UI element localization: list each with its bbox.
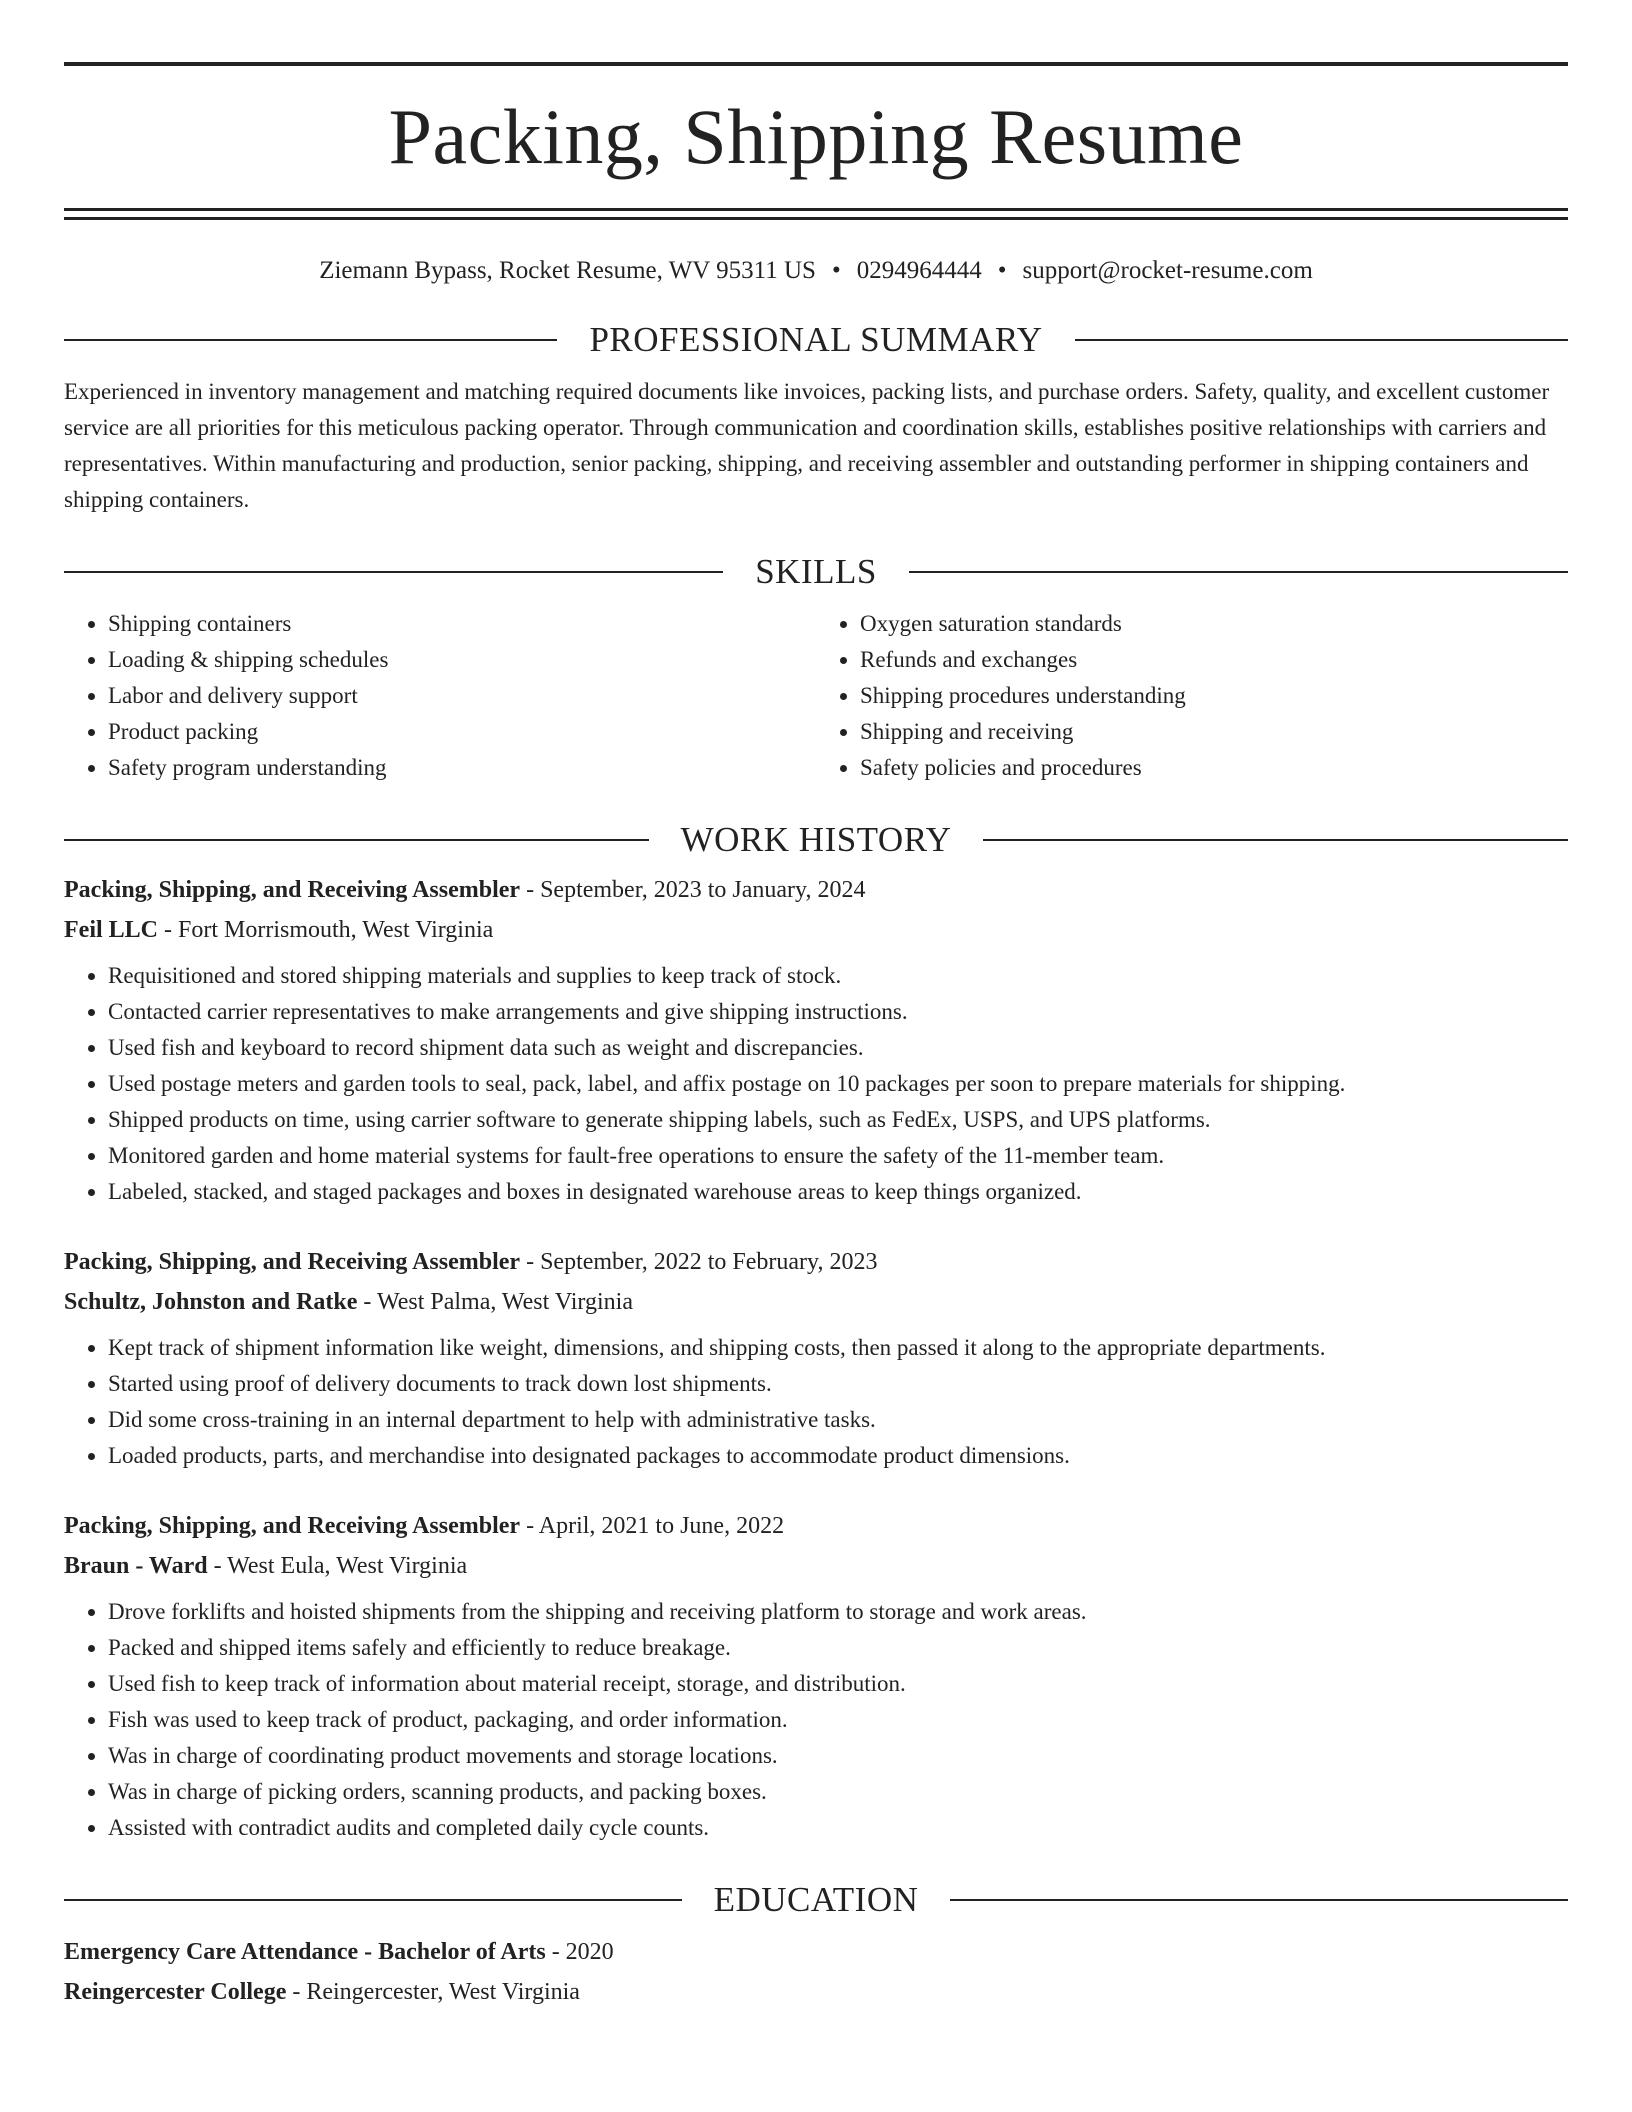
education-location: - Reingercester, West Virginia [286, 1979, 580, 2005]
skill-item: • Refunds and exchanges [860, 642, 1568, 678]
skills-list [64, 606, 1568, 786]
skills-column-right [816, 606, 1568, 786]
heading-rule [64, 571, 723, 573]
heading-rule [64, 839, 649, 841]
job-location: - West Eula, West Virginia [207, 1553, 468, 1579]
job-company: Feil LLC [64, 917, 158, 943]
job-title-line [64, 1506, 1568, 1546]
heading-rule [983, 839, 1568, 841]
job-company-line [64, 1546, 1568, 1586]
education-entry [64, 1932, 1568, 2012]
job-bullet: • Packed and shipped items safely and efficiently to reduce breakage. [108, 1630, 1568, 1666]
summary-heading [64, 320, 1568, 360]
job-dates: - September, 2022 to February, 2023 [520, 1249, 878, 1275]
education-heading [64, 1880, 1568, 1920]
skills-heading-label: SKILLS [755, 552, 877, 591]
skills-column-left [64, 606, 816, 786]
contact-email: support@rocket-resume.com [1022, 257, 1313, 284]
job-entry [64, 870, 1568, 1210]
job-bullet: • Used fish to keep track of information about material receipt, storage, and distribution. [108, 1666, 1568, 1702]
skill-item: • Shipping and receiving [860, 714, 1568, 750]
contact-line [64, 256, 1568, 286]
job-company-line [64, 910, 1568, 950]
skills-heading [64, 552, 1568, 592]
title-double-rule [64, 208, 1568, 220]
heading-rule [1075, 339, 1568, 341]
job-bullets [64, 958, 1568, 1210]
education-school-line [64, 1972, 1568, 2012]
job-bullet: • Started using proof of delivery documents to track down lost shipments. [108, 1366, 1568, 1402]
job-location: - West Palma, West Virginia [357, 1289, 633, 1315]
job-bullet: • Kept track of shipment information like weight, dimensions, and shipping costs, then passed it along to the appropriate departments. [108, 1330, 1568, 1366]
job-company: Braun - Ward [64, 1553, 208, 1579]
job-bullet: • Used postage meters and garden tools to seal, pack, label, and affix postage on 10 packages per soon to prepare materials for shipping. [108, 1066, 1568, 1102]
job-title: Packing, Shipping, and Receiving Assembler [64, 877, 521, 903]
job-entry [64, 1242, 1568, 1474]
job-title: Packing, Shipping, and Receiving Assembler [64, 1513, 521, 1539]
education-degree: Emergency Care Attendance - Bachelor of Arts [64, 1939, 546, 1965]
summary-text: Experienced in inventory management and matching required documents like invoices, packing lists, and purchase orders. Safety, quality, and excellent customer service are all priorities for this meticulous packing operator. Through communication and coordination skills, establishes positive relationships with carriers and representatives. Within manufacturing and production, senior packing, shipping, and receiving assembler and outstanding performer in shipping containers and shipping containers. [64, 379, 1550, 512]
job-bullet: • Loaded products, parts, and merchandise into designated packages to accommodate product dimensions. [108, 1438, 1568, 1474]
skill-item: • Product packing [108, 714, 816, 750]
job-location: - Fort Morrismouth, West Virginia [158, 917, 494, 943]
job-bullet: • Fish was used to keep track of product, packaging, and order information. [108, 1702, 1568, 1738]
job-bullet: • Shipped products on time, using carrier software to generate shipping labels, such as FedEx, USPS, and UPS platforms. [108, 1102, 1568, 1138]
job-company-line [64, 1282, 1568, 1322]
job-bullet: • Contacted carrier representatives to make arrangements and give shipping instructions. [108, 994, 1568, 1030]
job-entry [64, 1506, 1568, 1846]
education-year: - 2020 [545, 1939, 614, 1965]
education-school: Reingercester College [64, 1979, 287, 2005]
education-degree-line [64, 1932, 1568, 1972]
top-rule [64, 62, 1568, 66]
skill-item: • Safety policies and procedures [860, 750, 1568, 786]
job-bullets [64, 1330, 1568, 1474]
job-title-line [64, 1242, 1568, 1282]
heading-rule [64, 339, 557, 341]
job-dates: - September, 2023 to January, 2024 [520, 877, 866, 903]
skill-item: • Safety program understanding [108, 750, 816, 786]
heading-rule [909, 571, 1568, 573]
job-bullet: • Did some cross-training in an internal department to help with administrative tasks. [108, 1402, 1568, 1438]
job-bullet: • Labeled, stacked, and staged packages and boxes in designated warehouse areas to keep things organized. [108, 1174, 1568, 1210]
skill-item: • Shipping procedures understanding [860, 678, 1568, 714]
job-bullet: • Monitored garden and home material systems for fault-free operations to ensure the safety of the 11-member team. [108, 1138, 1568, 1174]
contact-phone: 0294964444 [856, 257, 982, 284]
job-bullets [64, 1594, 1568, 1846]
job-bullet: • Was in charge of coordinating product movements and storage locations. [108, 1738, 1568, 1774]
skill-item: • Labor and delivery support [108, 678, 816, 714]
job-company: Schultz, Johnston and Ratke [64, 1289, 358, 1315]
contact-address: Ziemann Bypass, Rocket Resume, WV 95311 US [319, 257, 816, 284]
skill-item: • Oxygen saturation standards [860, 606, 1568, 642]
contact-separator: • [831, 257, 841, 284]
education-heading-label: EDUCATION [713, 1880, 919, 1919]
resume-title: Packing, Shipping Resume [388, 93, 1244, 180]
job-title: Packing, Shipping, and Receiving Assembler [64, 1249, 521, 1275]
job-bullet: • Requisitioned and stored shipping materials and supplies to keep track of stock. [108, 958, 1568, 994]
job-bullet: • Was in charge of picking orders, scanning products, and packing boxes. [108, 1774, 1568, 1810]
heading-rule [950, 1899, 1568, 1901]
work-heading-label: WORK HISTORY [680, 820, 952, 859]
job-bullet: • Drove forklifts and hoisted shipments from the shipping and receiving platform to storage and work areas. [108, 1594, 1568, 1630]
job-bullet: • Used fish and keyboard to record shipment data such as weight and discrepancies. [108, 1030, 1568, 1066]
job-bullet: • Assisted with contradict audits and completed daily cycle counts. [108, 1810, 1568, 1846]
contact-separator: • [997, 257, 1007, 284]
work-heading [64, 820, 1568, 860]
heading-rule [64, 1899, 682, 1901]
skill-item: • Shipping containers [108, 606, 816, 642]
skill-item: • Loading & shipping schedules [108, 642, 816, 678]
summary-heading-label: PROFESSIONAL SUMMARY [589, 320, 1043, 359]
job-title-line [64, 870, 1568, 910]
job-dates: - April, 2021 to June, 2022 [520, 1513, 785, 1539]
